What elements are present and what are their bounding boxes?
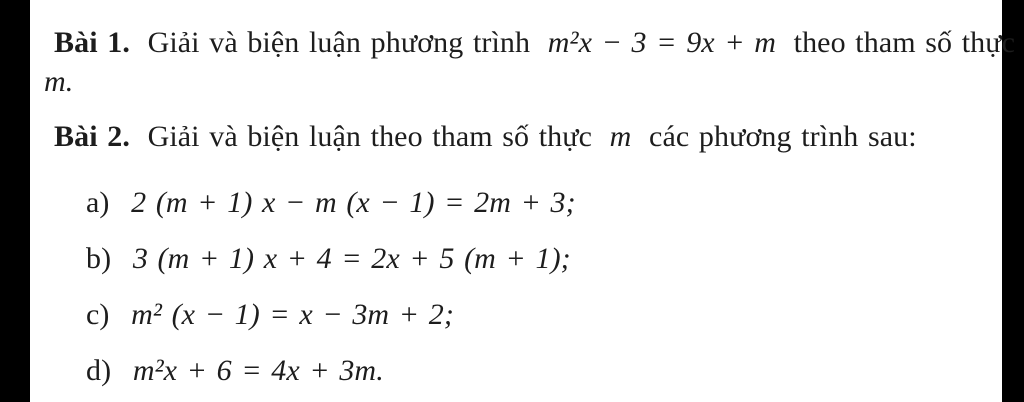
exercise2-item-b [86, 241, 571, 277]
item-d-equation: m²x + 6 = 4x + 3m. [132, 354, 384, 387]
exercise2-intro: Giải và biện luận theo tham số thực [147, 120, 593, 153]
item-b-label: b) [86, 242, 112, 275]
item-b-equation: 3 (m + 1) x + 4 = 2x + 5 (m + 1); [132, 242, 571, 275]
item-c-label: c) [86, 298, 110, 331]
left-edge-bar [0, 0, 30, 402]
exercise1-continuation: m. [44, 65, 74, 98]
exercise2-item-c [86, 297, 454, 333]
exercise2-param: m [609, 120, 632, 153]
exercise2-outro: các phương trình sau: [649, 120, 917, 153]
exercise2-item-d [86, 353, 384, 389]
item-a-equation: 2 (m + 1) x − m (x − 1) = 2m + 3; [131, 186, 576, 219]
exercise1-label: Bài 1. [54, 26, 130, 59]
exercise1-intro: Giải và biện luận phương trình [147, 26, 531, 59]
item-d-label: d) [86, 354, 112, 387]
item-c-equation: m² (x − 1) = x − 3m + 2; [131, 298, 454, 331]
exercise2-item-a [86, 185, 576, 221]
item-a-label: a) [86, 186, 110, 219]
exercise1-line2 [44, 64, 73, 100]
exercise1-equation: m²x − 3 = 9x + m [547, 26, 777, 59]
exercise1-line1 [54, 25, 1015, 61]
exercise2-line [54, 119, 917, 155]
exercise1-outro: theo tham số thực [793, 26, 1016, 59]
exercise2-label: Bài 2. [54, 120, 130, 153]
